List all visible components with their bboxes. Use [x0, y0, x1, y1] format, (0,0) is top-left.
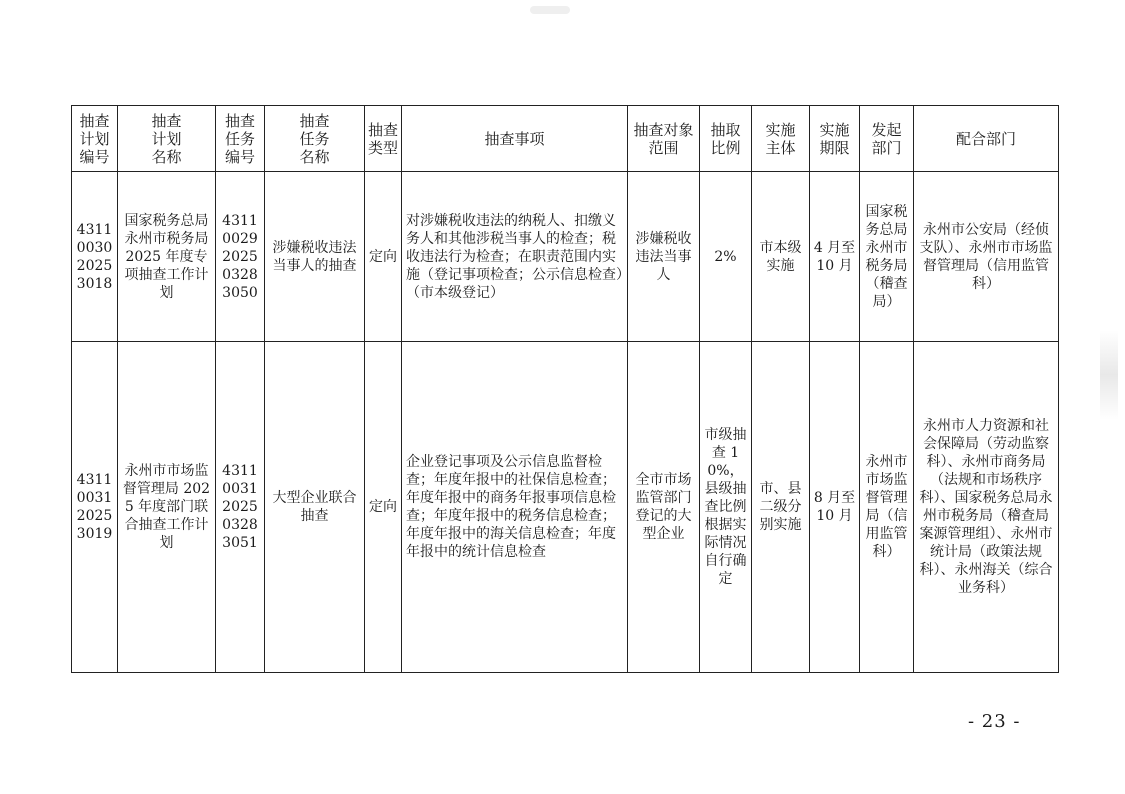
cell-ratio: 市级抽查 10%，县级抽查比例根据实际情况自行确定 [700, 342, 752, 673]
header-implementer: 实施 主体 [752, 106, 810, 172]
cell-cooperating: 永州市人力资源和社会保障局（劳动监察科）、永州市商务局（法规和市场秩序科）、国家税务总局永州市税务局（稽查局案源管理组）、永州市统计局（政策法规科）、永州海关（综合业务科） [914, 342, 1059, 673]
cell-implementer: 市、县二级分别实施 [752, 342, 810, 673]
table-row [72, 342, 1059, 673]
cell-period: 4 月至 10 月 [810, 172, 860, 342]
header-task-no: 抽查 任务 编号 [216, 106, 265, 172]
cell-cooperating: 永州市公安局（经侦支队）、永州市市场监督管理局（信用监管科） [914, 172, 1059, 342]
cell-period: 8 月至 10 月 [810, 342, 860, 673]
table-header-row [72, 106, 1059, 172]
cell-ratio: 2% [700, 172, 752, 342]
cell-check-type: 定向 [365, 342, 402, 673]
header-check-items: 抽查事项 [402, 106, 628, 172]
cell-task-name: 涉嫌税收违法当事人的抽查 [265, 172, 365, 342]
header-plan-name: 抽查 计划 名称 [118, 106, 216, 172]
cell-plan-name: 永州市市场监督管理局 2025 年度部门联合抽查工作计划 [118, 342, 216, 673]
cell-scope: 全市市场监管部门登记的大型企业 [628, 342, 700, 673]
cell-task-name: 大型企业联合抽查 [265, 342, 365, 673]
cell-plan-no: 4311003120253019 [72, 342, 118, 673]
cell-scope: 涉嫌税收违法当事人 [628, 172, 700, 342]
cell-initiator: 国家税务总局永州市税务局（稽查局） [860, 172, 914, 342]
header-scope: 抽查对象 范围 [628, 106, 700, 172]
header-plan-no: 抽查 计划 编号 [72, 106, 118, 172]
cell-check-items: 对涉嫌税收违法的纳税人、扣缴义务人和其他涉税当事人的检查；税收违法行为检查；在职责范围内实施（登记事项检查；公示信息检查）（市本级登记） [402, 172, 628, 342]
scan-artifact-edge [1100, 330, 1118, 420]
cell-initiator: 永州市市场监督管理局（信用监管科） [860, 342, 914, 673]
cell-task-no: 431100292025032830​50 [216, 172, 265, 342]
spot-check-plan-table [71, 105, 1059, 673]
cell-plan-name: 国家税务总局永州市税务局 2025 年度专项抽查工作计划 [118, 172, 216, 342]
header-initiator: 发起 部门 [860, 106, 914, 172]
cell-task-no: 43110031202503283051 [216, 342, 265, 673]
page-number: - 23 - [968, 711, 1021, 732]
cell-check-items: 企业登记事项及公示信息监督检查；年度年报中的社保信息检查；年度年报中的商务年报事项信息检查；年度年报中的税务信息检查；年度年报中的海关信息检查；年度年报中的统计信息检查 [402, 342, 628, 673]
header-cooperating: 配合部门 [914, 106, 1059, 172]
table-row [72, 172, 1059, 342]
cell-implementer: 市本级实施 [752, 172, 810, 342]
header-ratio: 抽取 比例 [700, 106, 752, 172]
cell-check-type: 定向 [365, 172, 402, 342]
scan-artifact [530, 6, 570, 14]
header-period: 实施 期限 [810, 106, 860, 172]
cell-plan-no: 43110030202530​18 [72, 172, 118, 342]
header-task-name: 抽查 任务 名称 [265, 106, 365, 172]
header-check-type: 抽查 类型 [365, 106, 402, 172]
